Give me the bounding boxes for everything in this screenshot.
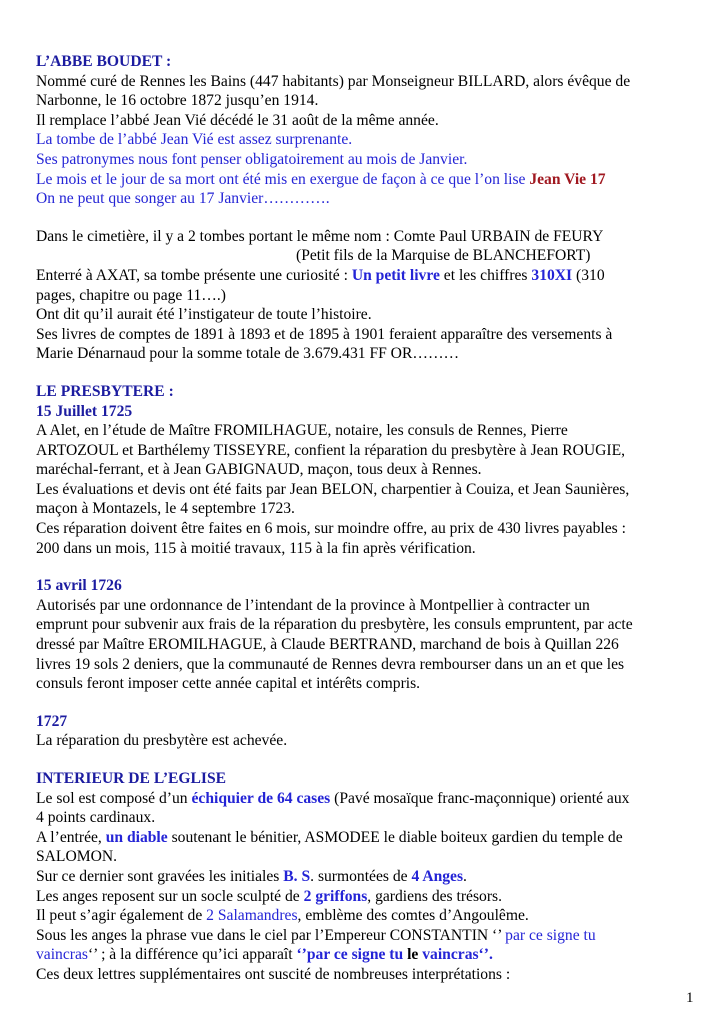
text-line <box>36 789 696 809</box>
highlight-blue: 2 Salamandres <box>206 907 298 925</box>
highlight-blue: échiquier de 64 cases <box>191 789 331 807</box>
text-span: Le sol est composé d’un <box>36 789 192 807</box>
text-span: Le mois et le jour de sa mort ont été mis en exergue de façon à ce que l’on lise <box>36 170 530 188</box>
text-line <box>36 266 696 286</box>
text-span: (310 <box>572 266 605 284</box>
text-line <box>36 867 696 887</box>
highlight-blue: B. S <box>283 867 311 885</box>
heading-interieur-eglise: INTERIEUR DE L’EGLISE <box>36 770 227 787</box>
text-line: Ces deux lettres supplémentaires ont suscité de nombreuses interprétations : <box>36 965 511 983</box>
text-line: Ces réparation doivent être faites en 6 mois, sur moindre offre, au prix de 430 livres payables : <box>36 520 626 538</box>
text-line: Dans le cimetière, il y a 2 tombes portant le même nom : Comte Paul URBAIN de FEURY <box>36 227 604 245</box>
text-line: consuls feront imposer cette année capital et intérêts compris. <box>36 675 421 693</box>
text-span: et les chiffres <box>439 266 532 284</box>
text-span-bold: le <box>403 946 423 964</box>
text-line: emprunt pour subvenir aux frais de la réparation du presbytère, les consuls empruntent, par acte <box>36 616 633 634</box>
spacer <box>36 209 696 227</box>
text-line <box>36 906 696 926</box>
highlight-blue: 310XI <box>531 266 573 284</box>
text-span: Enterré à AXAT, sa tombe présente une curiosité : <box>36 266 352 284</box>
text-span: A l’entrée, <box>36 828 106 846</box>
heading-presbytere: LE PRESBYTERE : <box>36 382 174 400</box>
highlight-blue: par ce signe tu <box>505 926 596 944</box>
highlight-red: Jean Vie 17 <box>529 170 606 188</box>
text-span: Il peut s’agir également de <box>36 907 207 925</box>
highlight-blue: 2 griffons <box>303 887 368 905</box>
text-line-blue <box>36 170 696 190</box>
text-line-blue: La tombe de l’abbé Jean Vié est assez surprenante. <box>36 131 353 149</box>
text-span: soutenant le bénitier, ASMODEE le diable boiteux gardien du temple de <box>167 828 623 846</box>
spacer <box>36 558 696 576</box>
text-line: dressé par Maître EROMILHAGUE, à Claude BERTRAND, marchand de bois à Quillan 226 <box>36 636 619 654</box>
highlight-blue: Un petit livre <box>351 266 440 284</box>
text-span: Sous les anges la phrase vue dans le ciel par l’Empereur CONSTANTIN ‘’ <box>36 926 506 944</box>
text-line: 4 points cardinaux. <box>36 809 156 827</box>
highlight-blue: un diable <box>105 828 168 846</box>
text-line: A Alet, en l’étude de Maître FROMILHAGUE, notaire, les consuls de Rennes, Pierre <box>36 422 568 440</box>
page-number: 1 <box>686 990 694 1006</box>
text-line: Ses livres de comptes de 1891 à 1893 et de 1895 à 1901 feraient apparaître des versements à <box>36 325 613 343</box>
text-line: ARTOZOUL et Barthélemy TISSEYRE, confient la réparation du presbytère à Jean ROUGIE, <box>36 441 626 459</box>
text-line: SALOMON. <box>36 848 118 866</box>
text-span: , gardiens des trésors. <box>367 887 502 905</box>
spacer <box>36 751 696 769</box>
text-line: La réparation du presbytère est achevée. <box>36 732 288 750</box>
text-span: (Pavé mosaïque franc-maçonnique) orienté aux <box>330 789 630 807</box>
text-span: . <box>463 867 467 885</box>
highlight-blue: vaincras‘’. <box>422 946 493 964</box>
text-line-blue: On ne peut que songer au 17 Janvier…………. <box>36 190 330 208</box>
text-span: Les anges reposent sur un socle sculpté de <box>36 887 304 905</box>
text-line <box>36 945 696 965</box>
text-line: Ont dit qu’il aurait été l’instigateur de toute l’histoire. <box>36 306 372 324</box>
text-line-blue: Ses patronymes nous font penser obligatoirement au mois de Janvier. <box>36 150 468 168</box>
text-line <box>36 926 696 946</box>
text-line: Autorisés par une ordonnance de l’intendant de la province à Montpellier à contracter un <box>36 596 590 614</box>
text-span: ‘’ ; à la différence qu’ici apparaît <box>87 946 297 964</box>
text-line: maçon à Montazels, le 4 septembre 1723. <box>36 500 295 518</box>
highlight-blue: ‘’par ce signe tu <box>296 946 404 964</box>
text-line: Narbonne, le 16 octobre 1872 jusqu’en 1914. <box>36 92 319 110</box>
text-line: Il remplace l’abbé Jean Vié décédé le 31 août de la même année. <box>36 111 439 129</box>
text-line: Marie Dénarnaud pour la somme totale de 3.679.431 FF OR……… <box>36 345 460 363</box>
text-line: Les évaluations et devis ont été faits par Jean BELON, charpentier à Couiza, et Jean Saunières, <box>36 480 630 498</box>
highlight-blue: vaincras <box>36 946 88 964</box>
text-span: . surmontées de <box>310 867 412 885</box>
text-span: Sur ce dernier sont gravées les initiales <box>36 867 284 885</box>
text-line <box>36 828 696 848</box>
text-line: Nommé curé de Rennes les Bains (447 habitants) par Monseigneur BILLARD, alors évêque de <box>36 72 631 90</box>
document-body <box>36 52 696 985</box>
date-heading: 1727 <box>36 712 68 730</box>
spacer <box>36 364 696 382</box>
text-line: livres 19 sols 2 deniers, que la communauté de Rennes devra rembourser dans un an et que les <box>36 655 625 673</box>
text-line: (Petit fils de la Marquise de BLANCHEFORT) <box>296 247 591 265</box>
heading-abbe-boudet: L’ABBE BOUDET : <box>36 53 172 70</box>
text-line: pages, chapitre ou page 11….) <box>36 286 226 304</box>
text-line <box>36 887 696 907</box>
spacer <box>36 694 696 712</box>
text-line: maréchal-ferrant, et à Jean GABIGNAUD, maçon, tous deux à Rennes. <box>36 461 482 479</box>
text-span: , emblème des comtes d’Angoulême. <box>297 907 529 925</box>
date-heading: 15 avril 1726 <box>36 577 122 595</box>
date-heading: 15 Juillet 1725 <box>36 402 133 420</box>
text-line: 200 dans un mois, 115 à moitié travaux, 115 à la fin après vérification. <box>36 539 476 557</box>
highlight-blue: 4 Anges <box>411 867 464 885</box>
